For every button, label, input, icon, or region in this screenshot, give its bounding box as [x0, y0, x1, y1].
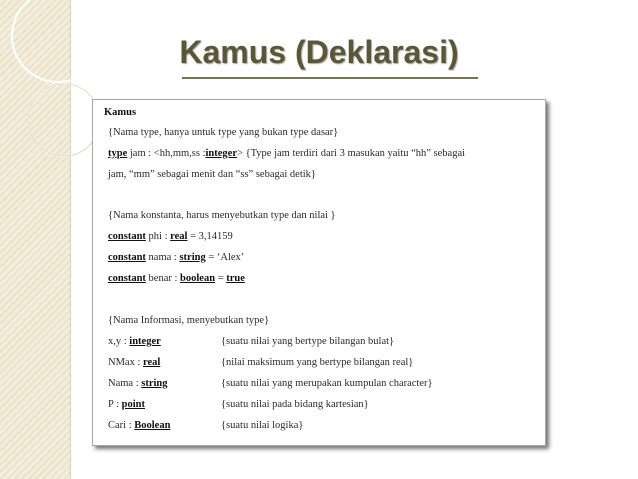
constant-line [108, 252, 244, 263]
constant-comment: {Nama konstanta, harus menyebutkan type dan nilai } [108, 210, 336, 221]
variable-description: {suatu nilai yang merupakan kumpulan character} [221, 378, 433, 389]
type-integer-keyword: integer [205, 148, 238, 159]
constant-line [108, 273, 245, 284]
constant-keyword: constant [108, 252, 146, 263]
variable-row [108, 336, 538, 347]
type-decl-post: > {Type jam terdiri dari 3 masukan yaitu “hh” sebagai [237, 148, 466, 159]
constant-type: boolean [180, 273, 216, 284]
variable-name: x,y : [108, 336, 130, 347]
variable-type: Boolean [134, 420, 171, 431]
type-decl-continuation: jam, “mm” sebagai menit dan “ss” sebagai detik} [108, 169, 316, 180]
variable-type: point [121, 399, 145, 410]
slide-title: Kamus (Deklarasi) [179, 34, 459, 70]
variable-name: NMax : [108, 357, 143, 368]
constant-type: string [179, 252, 206, 263]
variable-description: {suatu nilai pada bidang kartesian} [221, 399, 369, 410]
variable-type: string [141, 378, 168, 389]
constant-type: real [170, 231, 188, 242]
kamus-declaration-box [92, 99, 546, 446]
variable-name: Nama : [108, 378, 142, 389]
variable-name: Cari : [108, 420, 135, 431]
constant-keyword: constant [108, 273, 146, 284]
constant-name: benar : [145, 273, 181, 284]
constant-value: = 3,14159 [187, 231, 233, 242]
variable-description: {suatu nilai logika} [221, 420, 304, 431]
variable-row [108, 399, 538, 410]
constant-line [108, 231, 233, 242]
constant-keyword: constant [108, 231, 146, 242]
type-comment: {Nama type, hanya untuk type yang bukan type dasar} [108, 127, 339, 138]
variable-row [108, 378, 538, 389]
variable-row [108, 357, 538, 368]
type-decl-pre: jam : <hh,mm,ss : [127, 148, 206, 159]
constant-value: = ‘Alex’ [205, 252, 245, 263]
variable-row [108, 420, 538, 431]
constant-value-keyword: true [226, 273, 245, 284]
constant-name: nama : [145, 252, 180, 263]
variable-name: P : [108, 399, 122, 410]
constant-name: phi : [145, 231, 171, 242]
constant-value: = [215, 273, 227, 284]
variable-description: {nilai maksimum yang bertype bilangan real} [221, 357, 414, 368]
info-comment: {Nama Informasi, menyebutkan type} [108, 315, 270, 326]
kamus-heading: Kamus [104, 107, 137, 118]
variable-type: integer [129, 336, 161, 347]
type-keyword: type [108, 148, 128, 159]
type-declaration [108, 148, 465, 159]
variable-type: real [143, 357, 161, 368]
variable-description: {suatu nilai yang bertype bilangan bulat} [221, 336, 395, 347]
title-underline [182, 77, 478, 79]
